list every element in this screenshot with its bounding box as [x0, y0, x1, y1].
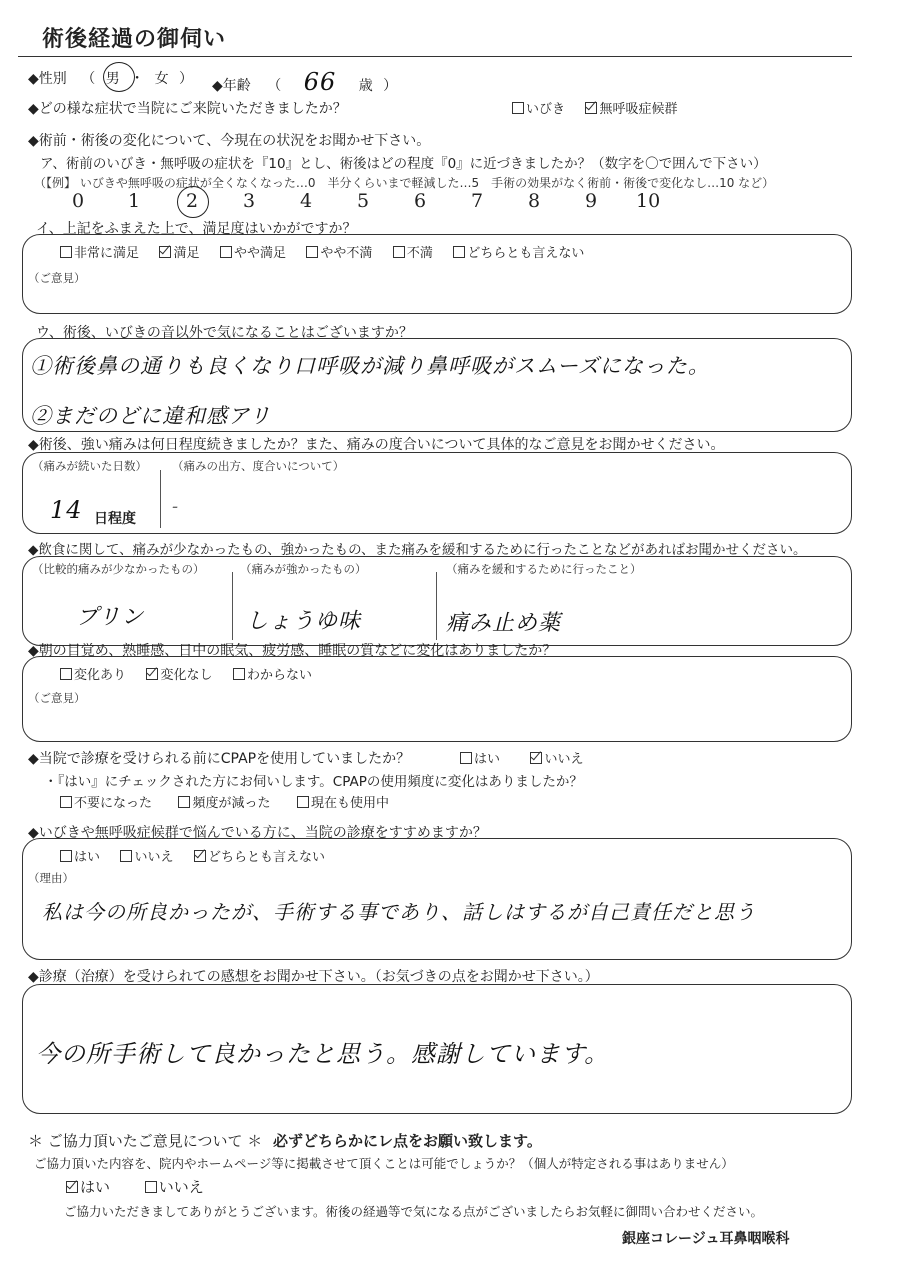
- other-answer-1[interactable]: ①術後鼻の通りも良くなり口呼吸が減り鼻呼吸がスムーズになった。: [30, 354, 710, 378]
- scale-2[interactable]: 2: [186, 190, 199, 212]
- gender-female[interactable]: 女: [154, 71, 169, 87]
- change-example: （【例】 いびきや無呼吸の症状が全くなくなった…0 半分くらいまで軽減した…5 手術の効果がなく術前・術後で変化なし…10 など）: [34, 176, 775, 190]
- checkbox-checked[interactable]: [585, 102, 597, 114]
- change-sub-question: ア、術前のいびき・無呼吸の症状を『10』とし、術後はどの程度『0』に近づきましたか？（数字を〇で囲んで下さい）: [40, 156, 767, 172]
- checkbox[interactable]: [60, 850, 72, 862]
- satisfaction-option-satisfied[interactable]: 満足: [159, 242, 199, 261]
- cpap-sub-option-reduced[interactable]: 頻度が減った: [178, 792, 270, 811]
- food-col1-label: （比較的痛みが少なかったもの）: [32, 562, 205, 576]
- checkbox[interactable]: [460, 752, 472, 764]
- checkbox[interactable]: [60, 246, 72, 258]
- checkbox[interactable]: [120, 850, 132, 862]
- impression-answer[interactable]: 今の所手術して良かったと思う。感謝しています。: [36, 1040, 610, 1068]
- checkbox[interactable]: [178, 796, 190, 808]
- consent-title: [28, 1130, 542, 1151]
- consent-title-a: ＊ ご協力頂いたご意見について ＊: [28, 1132, 263, 1150]
- satisfaction-option-very[interactable]: 非常に満足: [60, 242, 139, 261]
- cpap-question: ◆当院で診療を受けられる前にCPAPを使用していましたか？: [28, 751, 411, 767]
- satisfaction-option-somewhat[interactable]: やや満足: [220, 242, 286, 261]
- gender-male[interactable]: 男: [105, 71, 120, 87]
- cpap-option-no[interactable]: いいえ: [530, 748, 583, 767]
- consent-title-b: 必ずどちらかにレ点をお願い致します。: [273, 1132, 542, 1150]
- sleep-options: [60, 664, 328, 683]
- satisfaction-option-dis[interactable]: 不満: [393, 242, 433, 261]
- scale-7[interactable]: 7: [471, 190, 484, 212]
- impression-question: ◆診療（治療）を受けられての感想をお聞かせ下さい。（お気づきの点をお聞かせ下さい。）: [28, 969, 599, 985]
- checkbox[interactable]: [145, 1181, 157, 1193]
- food-question: ◆飲食に関して、痛みが少なかったもの、強かったもの、また痛みを緩和するために行ったことなどがあればお聞かせください。: [28, 542, 807, 558]
- satisfaction-options: [60, 242, 600, 261]
- pain-divider: [160, 470, 161, 528]
- scale-8[interactable]: 8: [528, 190, 541, 212]
- sleep-question: ◆朝の目覚め、熟睡感、日中の眠気、疲労感、睡眠の質などに変化はありましたか？: [28, 643, 557, 659]
- recommend-options: [60, 846, 341, 865]
- checkbox-checked[interactable]: [530, 752, 542, 764]
- gender-label: ◆性別: [28, 71, 67, 87]
- pain-degree-label: （痛みの出方、度合いについて）: [172, 459, 345, 473]
- pain-days-unit: 日程度: [94, 511, 136, 527]
- checkbox[interactable]: [60, 796, 72, 808]
- food-col1-value[interactable]: プリン: [76, 605, 145, 630]
- checkbox-checked[interactable]: [146, 668, 158, 680]
- satisfaction-opinion-label: （ご意見）: [28, 271, 86, 285]
- consent-question: ご協力頂いた内容を、院内やホームページ等に掲載させて頂くことは可能でしょうか？（個人が特定される事はありません）: [34, 1156, 734, 1171]
- cpap-option-yes[interactable]: はい: [460, 748, 500, 767]
- age-unit: 歳: [358, 78, 373, 94]
- gender-row: ◆性別 （ 男 ・ 女 ）: [28, 71, 194, 87]
- checkbox[interactable]: [393, 246, 405, 258]
- page-title: 術後経過の御伺い: [42, 27, 227, 52]
- scale-9[interactable]: 9: [585, 190, 598, 212]
- food-col3-value[interactable]: 痛み止め薬: [446, 611, 562, 636]
- cpap-sub-option-unneeded[interactable]: 不要になった: [60, 792, 152, 811]
- scale-4[interactable]: 4: [300, 190, 313, 212]
- title-underline: [18, 56, 852, 57]
- food-col3-label: （痛みを緩和するために行ったこと）: [446, 562, 642, 576]
- checkbox-checked[interactable]: [66, 1181, 78, 1193]
- food-col2-label: （痛みが強かったもの）: [240, 562, 367, 576]
- checkbox[interactable]: [297, 796, 309, 808]
- symptom-option-snoring[interactable]: いびき: [512, 98, 565, 117]
- food-divider-1: [232, 572, 233, 640]
- thanks-message: ご協力いただきましてありがとうございます。術後の経過等で気になる点がございましたらお気軽に御問い合わせください。: [64, 1204, 764, 1219]
- other-question: ウ、術後、いびきの音以外で気になることはございますか？: [36, 325, 413, 341]
- pain-days-value[interactable]: 14: [50, 496, 83, 524]
- other-answer-2[interactable]: ②まだのどに違和感アリ: [30, 404, 272, 428]
- consent-option-yes[interactable]: はい: [66, 1176, 110, 1197]
- sleep-opinion-label: （ご意見）: [28, 691, 86, 705]
- food-col2-value[interactable]: しょうゆ味: [246, 609, 362, 634]
- recommend-question: ◆いびきや無呼吸症候群で悩んでいる方に、当院の診療をすすめますか？: [28, 825, 487, 841]
- checkbox[interactable]: [453, 246, 465, 258]
- scale-3[interactable]: 3: [243, 190, 256, 212]
- satisfaction-option-somewhat-dis[interactable]: やや不満: [306, 242, 372, 261]
- scale-6[interactable]: 6: [414, 190, 427, 212]
- recommend-option-no[interactable]: いいえ: [120, 846, 173, 865]
- age-value[interactable]: 66: [303, 68, 337, 96]
- gender-male-circle: [103, 62, 135, 92]
- pain-days-label: （痛みが続いた日数）: [32, 459, 147, 473]
- cpap-sub-option-using[interactable]: 現在も使用中: [297, 792, 389, 811]
- scale-0[interactable]: 0: [72, 190, 85, 212]
- checkbox[interactable]: [233, 668, 245, 680]
- cpap-sub-options: [60, 792, 405, 811]
- sleep-option-unknown[interactable]: わからない: [233, 664, 312, 683]
- sleep-option-unchanged[interactable]: 変化なし: [146, 664, 212, 683]
- recommend-option-yes[interactable]: はい: [60, 846, 100, 865]
- checkbox[interactable]: [220, 246, 232, 258]
- recommend-reason-label: （理由）: [28, 871, 74, 885]
- scale-5[interactable]: 5: [357, 190, 370, 212]
- scale-10[interactable]: 10: [636, 190, 661, 212]
- symptom-question: ◆どの様な症状で当院にご来院いただきましたか？: [28, 101, 347, 117]
- cpap-sub-question: ・『はい』にチェックされた方にお伺いします。CPAPの使用頻度に変化はありましたか？: [44, 774, 583, 790]
- age-row: ◆年齢 （ 66 歳 ）: [212, 68, 398, 96]
- checkbox[interactable]: [306, 246, 318, 258]
- symptom-options: [512, 98, 693, 117]
- change-header: ◆術前・術後の変化について、今現在の状況をお聞かせ下さい。: [28, 133, 431, 149]
- food-divider-2: [436, 572, 437, 640]
- checkbox-checked[interactable]: [194, 850, 206, 862]
- consent-option-no[interactable]: いいえ: [145, 1176, 204, 1197]
- checkbox[interactable]: [60, 668, 72, 680]
- scale-selected-circle: [177, 186, 209, 218]
- clinic-name: 銀座コレージュ耳鼻咽喉科: [622, 1231, 790, 1247]
- symptom-option-apnea[interactable]: 無呼吸症候群: [585, 98, 677, 117]
- pain-question: ◆術後、強い痛みは何日程度続きましたか？また、痛みの度合いについて具体的なご意見をお聞かせください。: [28, 437, 725, 453]
- scale-1[interactable]: 1: [128, 190, 141, 212]
- cpap-options: [460, 748, 599, 767]
- gender-separator: ・: [130, 71, 145, 87]
- checkbox-checked[interactable]: [159, 246, 171, 258]
- pain-degree-value[interactable]: -: [172, 496, 180, 517]
- recommend-option-neutral[interactable]: どちらとも言えない: [194, 846, 325, 865]
- checkbox[interactable]: [512, 102, 524, 114]
- sleep-option-changed[interactable]: 変化あり: [60, 664, 126, 683]
- satisfaction-option-neutral[interactable]: どちらとも言えない: [453, 242, 584, 261]
- consent-options: [66, 1176, 220, 1197]
- recommend-reason-value[interactable]: 私は今の所良かったが、手術する事であり、話しはするが自己責任だと思う: [42, 900, 756, 924]
- age-label: ◆年齢: [212, 78, 251, 94]
- satisfaction-question: イ、上記をふまえた上で、満足度はいかがですか？: [36, 221, 357, 237]
